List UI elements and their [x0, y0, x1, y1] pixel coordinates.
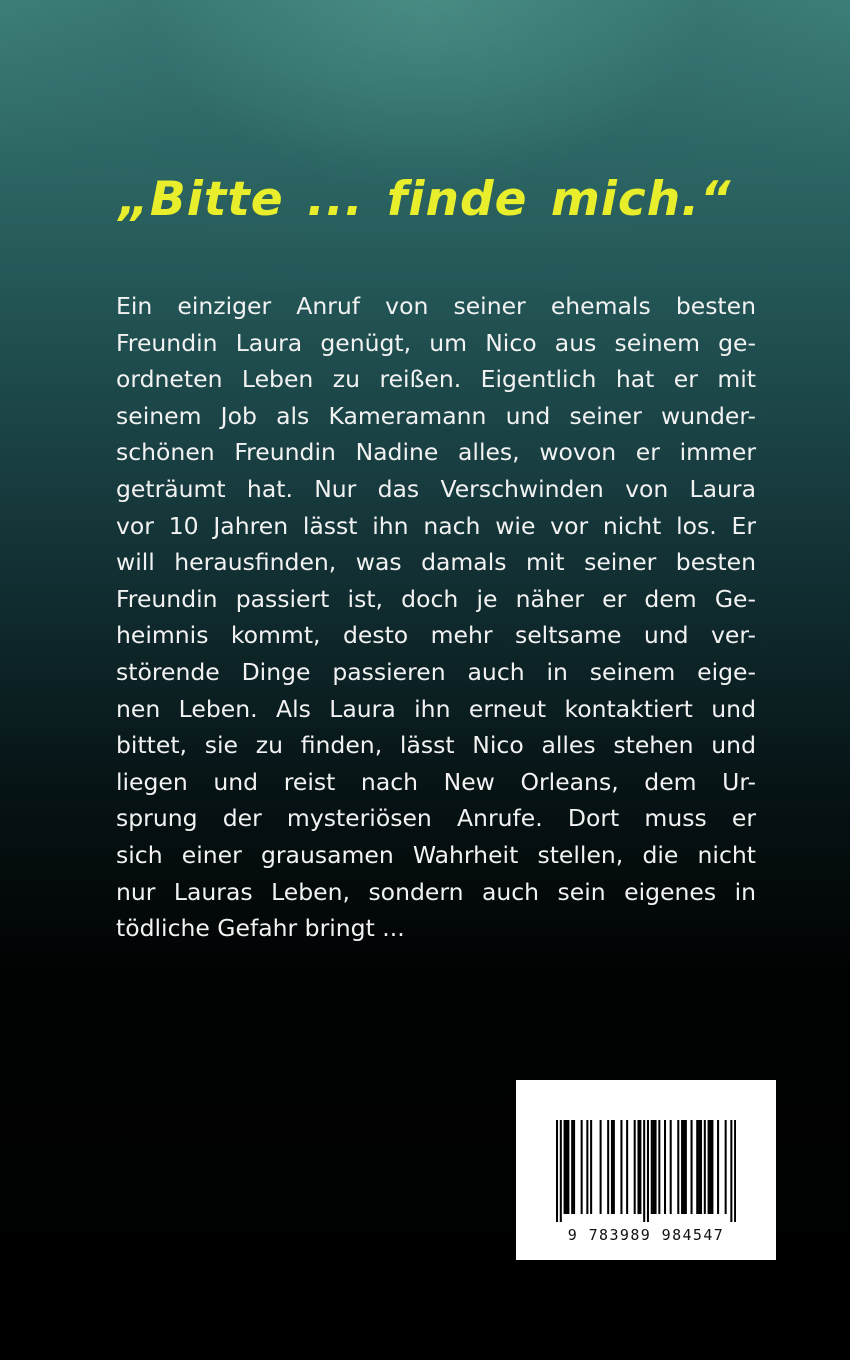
barcode-bar: [620, 1120, 622, 1214]
barcode-bar: [677, 1120, 679, 1214]
blurb-line: heimnis kommt, desto mehr seltsame und ver-: [116, 621, 756, 650]
blurb-line: störende Dinge passieren auch in seinem eige-: [116, 657, 756, 686]
barcode-bar: [711, 1120, 713, 1214]
barcode-bar: [725, 1120, 727, 1214]
barcode-bar: [586, 1120, 588, 1214]
barcode-bar: [681, 1120, 683, 1214]
barcode-bar: [565, 1120, 567, 1214]
barcode-bar: [560, 1120, 562, 1222]
barcode-bar: [564, 1120, 566, 1214]
barcode-bar: [670, 1120, 672, 1214]
barcode-bar: [581, 1120, 583, 1214]
blurb-line: Ein einziger Anruf von seiner ehemals besten: [116, 292, 756, 320]
blurb-line: geträumt hat. Nur das Verschwinden von Laura: [116, 474, 756, 503]
barcode-bar: [639, 1120, 641, 1214]
barcode-area: [516, 1080, 776, 1260]
blurb-line: tödliche Gefahr bringt ...: [116, 914, 405, 943]
barcode-bar: [637, 1120, 639, 1214]
barcode-bar: [573, 1120, 575, 1214]
barcode-bar: [556, 1120, 558, 1222]
blurb-line: vor 10 Jahren lässt ihn nach wie vor nicht los. Er: [116, 511, 756, 540]
barcode-bar: [698, 1120, 700, 1214]
blurb-line: Freundin passiert ist, doch je näher er dem Ge-: [116, 584, 756, 613]
barcode-bar: [708, 1120, 710, 1214]
barcode-bar: [664, 1120, 666, 1214]
blurb-line: ordneten Leben zu reißen. Eigentlich hat er mit: [116, 365, 756, 394]
barcode-bar: [700, 1120, 702, 1214]
barcode-bar: [651, 1120, 653, 1214]
blurb-line: nen Leben. Als Laura ihn erneut kontaktiert und: [116, 694, 756, 723]
barcode-bar: [600, 1120, 602, 1214]
blurb-line: sich einer grausamen Wahrheit stellen, die nicht: [116, 840, 756, 869]
barcode-bar: [653, 1120, 655, 1214]
barcode-bar: [658, 1120, 660, 1214]
barcode-bar: [734, 1120, 736, 1222]
barcode-digits: 9 783989 984547: [567, 1226, 725, 1244]
barcode-bar: [655, 1120, 657, 1214]
blurb-line: nur Lauras Leben, sondern auch sein eigenes in: [116, 877, 756, 906]
blurb-line: schönen Freundin Nadine alles, wovon er immer: [116, 438, 756, 467]
blurb-line: Freundin Laura genügt, um Nico aus seinem ge-: [116, 328, 756, 357]
barcode-image: [556, 1120, 736, 1222]
blurb-line: bittet, sie zu finden, lässt Nico alles stehen und: [116, 731, 756, 760]
barcode-bar: [626, 1120, 628, 1214]
barcode-bar: [696, 1120, 698, 1214]
tagline-quote: „Bitte ... finde mich.“: [118, 172, 732, 227]
barcode-bar: [643, 1120, 645, 1222]
blurb-line: sprung der mysteriösen Anrufe. Dort muss er: [116, 804, 756, 833]
barcode-bar: [685, 1120, 687, 1214]
barcode-bar: [613, 1120, 615, 1214]
barcode-bar: [683, 1120, 685, 1214]
blurb-line: seinem Job als Kameramann und seiner wunder-: [116, 401, 756, 430]
blurb-text: [116, 288, 756, 947]
barcode-bar: [590, 1120, 592, 1214]
barcode-bar: [717, 1120, 719, 1214]
barcode-bar: [647, 1120, 649, 1222]
barcode-bar: [634, 1120, 636, 1214]
barcode-bar: [607, 1120, 609, 1214]
barcode-bar: [567, 1120, 569, 1214]
barcode-bar: [730, 1120, 732, 1222]
blurb-line: liegen und reist nach New Orleans, dem Ur-: [116, 767, 756, 796]
barcode-bar: [691, 1120, 693, 1214]
blurb-line: will herausfinden, was damals mit seiner besten: [116, 548, 756, 577]
barcode-bar: [704, 1120, 706, 1214]
barcode-bar: [611, 1120, 613, 1214]
barcode-bar: [709, 1120, 711, 1214]
barcode-bar: [571, 1120, 573, 1214]
